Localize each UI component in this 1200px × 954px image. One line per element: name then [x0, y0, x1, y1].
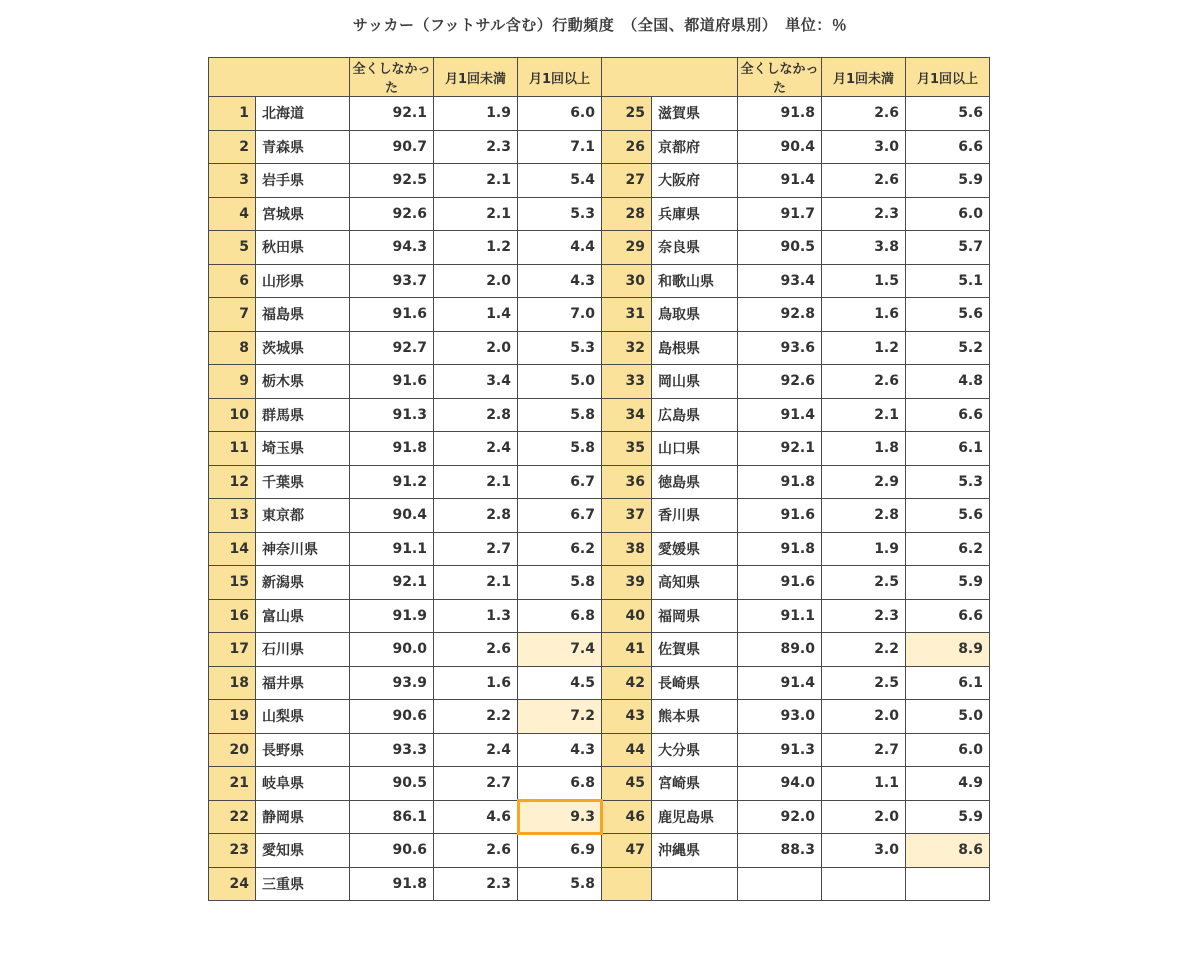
prefecture-number: 22 [209, 800, 256, 834]
prefecture-name: 栃木県 [256, 365, 350, 399]
value-monthly-or-more: 5.8 [518, 398, 602, 432]
prefecture-name: 長野県 [256, 733, 350, 767]
header-less-than-monthly: 月1回未満 [434, 58, 518, 97]
value-less-than-monthly: 3.4 [434, 365, 518, 399]
table-row [209, 97, 990, 131]
prefecture-name: 島根県 [652, 331, 738, 365]
value-less-than-monthly: 1.8 [822, 432, 906, 466]
table-row [209, 264, 990, 298]
prefecture-number: 32 [602, 331, 652, 365]
value-monthly-or-more: 4.3 [518, 264, 602, 298]
prefecture-number: 41 [602, 633, 652, 667]
value-monthly-or-more: 5.9 [906, 164, 990, 198]
value-none: 91.6 [350, 298, 434, 332]
prefecture-name: 佐賀県 [652, 633, 738, 667]
value-none: 91.4 [738, 666, 822, 700]
prefecture-number: 13 [209, 499, 256, 533]
value-none: 92.8 [738, 298, 822, 332]
empty-cell [738, 867, 822, 901]
value-none: 92.6 [738, 365, 822, 399]
prefecture-number: 2 [209, 130, 256, 164]
value-less-than-monthly: 2.7 [434, 532, 518, 566]
value-monthly-or-more: 6.0 [518, 97, 602, 131]
value-monthly-or-more: 4.8 [906, 365, 990, 399]
value-monthly-or-more: 7.1 [518, 130, 602, 164]
value-less-than-monthly: 2.2 [434, 700, 518, 734]
chart-title: サッカー（フットサル含む）行動頻度 （全国、都道府県別） 単位：％ [352, 16, 848, 34]
value-less-than-monthly: 1.9 [822, 532, 906, 566]
value-less-than-monthly: 2.1 [822, 398, 906, 432]
prefecture-name: 群馬県 [256, 398, 350, 432]
table-row [209, 767, 990, 801]
value-none: 90.5 [350, 767, 434, 801]
header-none: 全くしなかった [350, 58, 434, 97]
value-less-than-monthly: 2.1 [434, 566, 518, 600]
prefecture-name: 山口県 [652, 432, 738, 466]
prefecture-number: 16 [209, 599, 256, 633]
value-none: 91.6 [738, 499, 822, 533]
prefecture-number: 25 [602, 97, 652, 131]
value-none: 92.5 [350, 164, 434, 198]
prefecture-number: 4 [209, 197, 256, 231]
prefecture-name: 岐阜県 [256, 767, 350, 801]
prefecture-number: 5 [209, 231, 256, 265]
value-none: 90.4 [738, 130, 822, 164]
value-monthly-or-more: 6.6 [906, 130, 990, 164]
value-less-than-monthly: 2.8 [434, 398, 518, 432]
value-less-than-monthly: 2.0 [822, 800, 906, 834]
value-none: 91.6 [738, 566, 822, 600]
table-row [209, 499, 990, 533]
value-monthly-or-more: 6.8 [518, 599, 602, 633]
value-less-than-monthly: 1.6 [822, 298, 906, 332]
value-less-than-monthly: 4.6 [434, 800, 518, 834]
prefecture-name: 京都府 [652, 130, 738, 164]
prefecture-name: 山形県 [256, 264, 350, 298]
table-body [209, 97, 990, 901]
prefecture-number: 7 [209, 298, 256, 332]
value-monthly-or-more: 5.8 [518, 432, 602, 466]
value-less-than-monthly: 2.0 [434, 331, 518, 365]
prefecture-number: 31 [602, 298, 652, 332]
value-monthly-or-more: 5.3 [518, 197, 602, 231]
value-less-than-monthly: 1.2 [434, 231, 518, 265]
header-row [209, 58, 990, 97]
prefecture-name: 三重県 [256, 867, 350, 901]
value-none: 91.6 [350, 365, 434, 399]
prefecture-name: 東京都 [256, 499, 350, 533]
prefecture-name: 兵庫県 [652, 197, 738, 231]
value-none: 94.3 [350, 231, 434, 265]
value-less-than-monthly: 2.5 [822, 666, 906, 700]
header-monthly-or-more: 月1回以上 [906, 58, 990, 97]
value-monthly-or-more: 4.9 [906, 767, 990, 801]
prefecture-name: 宮城県 [256, 197, 350, 231]
header-blank-right [602, 58, 738, 97]
prefecture-name: 鳥取県 [652, 298, 738, 332]
value-monthly-or-more: 7.0 [518, 298, 602, 332]
value-monthly-or-more: 5.0 [906, 700, 990, 734]
table-row [209, 733, 990, 767]
value-less-than-monthly: 1.9 [434, 97, 518, 131]
value-none: 86.1 [350, 800, 434, 834]
value-none: 93.9 [350, 666, 434, 700]
prefecture-name: 秋田県 [256, 231, 350, 265]
table-row [209, 432, 990, 466]
prefecture-number: 39 [602, 566, 652, 600]
prefecture-name: 愛知県 [256, 834, 350, 868]
prefecture-number: 17 [209, 633, 256, 667]
prefecture-number: 9 [209, 365, 256, 399]
value-monthly-or-more: 5.0 [518, 365, 602, 399]
value-monthly-or-more: 6.2 [906, 532, 990, 566]
prefecture-number: 43 [602, 700, 652, 734]
value-less-than-monthly: 2.3 [434, 867, 518, 901]
value-less-than-monthly: 2.0 [822, 700, 906, 734]
value-monthly-or-more: 5.1 [906, 264, 990, 298]
value-less-than-monthly: 2.4 [434, 432, 518, 466]
value-none: 93.3 [350, 733, 434, 767]
prefecture-number: 35 [602, 432, 652, 466]
value-none: 91.3 [350, 398, 434, 432]
prefecture-number: 20 [209, 733, 256, 767]
prefecture-number: 19 [209, 700, 256, 734]
table-row [209, 532, 990, 566]
prefecture-name: 岩手県 [256, 164, 350, 198]
prefecture-name: 熊本県 [652, 700, 738, 734]
value-less-than-monthly: 2.9 [822, 465, 906, 499]
prefecture-number: 27 [602, 164, 652, 198]
value-less-than-monthly: 1.2 [822, 331, 906, 365]
value-monthly-or-more: 5.9 [906, 566, 990, 600]
prefecture-number: 15 [209, 566, 256, 600]
prefecture-number: 11 [209, 432, 256, 466]
table-row [209, 566, 990, 600]
prefecture-name: 滋賀県 [652, 97, 738, 131]
empty-cell [652, 867, 738, 901]
value-less-than-monthly: 2.6 [822, 365, 906, 399]
value-monthly-or-more: 6.7 [518, 499, 602, 533]
header-monthly-or-more: 月1回以上 [518, 58, 602, 97]
value-less-than-monthly: 2.3 [822, 197, 906, 231]
prefecture-number: 29 [602, 231, 652, 265]
value-monthly-or-more: 5.8 [518, 566, 602, 600]
value-less-than-monthly: 2.1 [434, 164, 518, 198]
prefecture-number: 42 [602, 666, 652, 700]
prefecture-number: 8 [209, 331, 256, 365]
value-none: 92.1 [738, 432, 822, 466]
value-less-than-monthly: 2.1 [434, 465, 518, 499]
value-none: 93.0 [738, 700, 822, 734]
prefecture-name: 香川県 [652, 499, 738, 533]
value-less-than-monthly: 2.6 [434, 834, 518, 868]
prefecture-name: 北海道 [256, 97, 350, 131]
prefecture-number: 24 [209, 867, 256, 901]
prefecture-name: 新潟県 [256, 566, 350, 600]
value-less-than-monthly: 2.7 [822, 733, 906, 767]
prefecture-name: 宮崎県 [652, 767, 738, 801]
value-less-than-monthly: 2.2 [822, 633, 906, 667]
value-less-than-monthly: 2.1 [434, 197, 518, 231]
prefecture-name: 高知県 [652, 566, 738, 600]
prefecture-name: 神奈川県 [256, 532, 350, 566]
value-less-than-monthly: 2.8 [822, 499, 906, 533]
value-none: 91.8 [350, 867, 434, 901]
value-none: 90.7 [350, 130, 434, 164]
value-less-than-monthly: 3.8 [822, 231, 906, 265]
table-row [209, 164, 990, 198]
value-monthly-or-more: 7.4 [518, 633, 602, 667]
prefecture-name: 静岡県 [256, 800, 350, 834]
table-row [209, 867, 990, 901]
prefecture-number: 38 [602, 532, 652, 566]
value-monthly-or-more: 5.8 [518, 867, 602, 901]
prefecture-name: 長崎県 [652, 666, 738, 700]
prefecture-number: 23 [209, 834, 256, 868]
value-none: 93.4 [738, 264, 822, 298]
value-monthly-or-more: 5.3 [518, 331, 602, 365]
header-none: 全くしなかった [738, 58, 822, 97]
prefecture-name: 広島県 [652, 398, 738, 432]
table-row [209, 800, 990, 834]
value-none: 88.3 [738, 834, 822, 868]
table-row [209, 633, 990, 667]
value-none: 92.1 [350, 97, 434, 131]
table-row [209, 398, 990, 432]
value-none: 90.5 [738, 231, 822, 265]
prefecture-number: 1 [209, 97, 256, 131]
value-none: 90.6 [350, 700, 434, 734]
table-row [209, 365, 990, 399]
value-none: 91.4 [738, 398, 822, 432]
value-none: 90.0 [350, 633, 434, 667]
value-none: 91.8 [738, 532, 822, 566]
prefecture-number: 6 [209, 264, 256, 298]
value-none: 91.8 [350, 432, 434, 466]
value-monthly-or-more: 5.6 [906, 97, 990, 131]
value-monthly-or-more: 5.3 [906, 465, 990, 499]
value-none: 92.7 [350, 331, 434, 365]
prefecture-number: 44 [602, 733, 652, 767]
prefecture-name: 沖縄県 [652, 834, 738, 868]
prefecture-number: 34 [602, 398, 652, 432]
empty-cell [602, 867, 652, 901]
table-row [209, 666, 990, 700]
prefecture-name: 福島県 [256, 298, 350, 332]
prefecture-number: 21 [209, 767, 256, 801]
prefecture-number: 45 [602, 767, 652, 801]
value-none: 91.1 [350, 532, 434, 566]
value-monthly-or-more: 6.1 [906, 432, 990, 466]
prefecture-number: 14 [209, 532, 256, 566]
value-monthly-or-more: 5.9 [906, 800, 990, 834]
value-monthly-or-more: 7.2 [518, 700, 602, 734]
table-row [209, 130, 990, 164]
value-none: 91.1 [738, 599, 822, 633]
value-monthly-or-more: 4.4 [518, 231, 602, 265]
data-table [208, 57, 990, 901]
prefecture-number: 37 [602, 499, 652, 533]
value-monthly-or-more: 6.0 [906, 197, 990, 231]
table-row [209, 231, 990, 265]
value-less-than-monthly: 2.6 [822, 164, 906, 198]
value-less-than-monthly: 1.1 [822, 767, 906, 801]
value-monthly-or-more: 6.6 [906, 599, 990, 633]
value-less-than-monthly: 2.4 [434, 733, 518, 767]
table-row [209, 465, 990, 499]
value-monthly-or-more: 8.6 [906, 834, 990, 868]
prefecture-name: 富山県 [256, 599, 350, 633]
prefecture-name: 千葉県 [256, 465, 350, 499]
value-monthly-or-more: 5.2 [906, 331, 990, 365]
empty-cell [822, 867, 906, 901]
value-none: 89.0 [738, 633, 822, 667]
value-less-than-monthly: 2.0 [434, 264, 518, 298]
value-monthly-or-more: 5.4 [518, 164, 602, 198]
value-none: 92.6 [350, 197, 434, 231]
prefecture-name: 和歌山県 [652, 264, 738, 298]
value-none: 92.1 [350, 566, 434, 600]
prefecture-number: 47 [602, 834, 652, 868]
prefecture-number: 12 [209, 465, 256, 499]
value-less-than-monthly: 3.0 [822, 834, 906, 868]
prefecture-name: 青森県 [256, 130, 350, 164]
value-monthly-or-more: 8.9 [906, 633, 990, 667]
value-less-than-monthly: 2.8 [434, 499, 518, 533]
value-monthly-or-more: 6.9 [518, 834, 602, 868]
prefecture-name: 福井県 [256, 666, 350, 700]
header-blank-left [209, 58, 350, 97]
value-none: 91.8 [738, 465, 822, 499]
value-less-than-monthly: 2.7 [434, 767, 518, 801]
prefecture-name: 山梨県 [256, 700, 350, 734]
prefecture-number: 36 [602, 465, 652, 499]
empty-cell [906, 867, 990, 901]
value-none: 91.7 [738, 197, 822, 231]
value-monthly-or-more: 6.1 [906, 666, 990, 700]
value-monthly-or-more: 4.5 [518, 666, 602, 700]
prefecture-name: 奈良県 [652, 231, 738, 265]
prefecture-name: 茨城県 [256, 331, 350, 365]
prefecture-number: 28 [602, 197, 652, 231]
value-less-than-monthly: 2.3 [822, 599, 906, 633]
prefecture-number: 30 [602, 264, 652, 298]
value-less-than-monthly: 1.4 [434, 298, 518, 332]
value-monthly-or-more: 4.3 [518, 733, 602, 767]
value-none: 93.7 [350, 264, 434, 298]
prefecture-number: 40 [602, 599, 652, 633]
value-none: 91.9 [350, 599, 434, 633]
prefecture-name: 徳島県 [652, 465, 738, 499]
value-monthly-or-more: 5.6 [906, 499, 990, 533]
table-row [209, 331, 990, 365]
prefecture-name: 愛媛県 [652, 532, 738, 566]
value-less-than-monthly: 1.6 [434, 666, 518, 700]
prefecture-number: 33 [602, 365, 652, 399]
prefecture-number: 18 [209, 666, 256, 700]
table-row [209, 197, 990, 231]
value-monthly-or-more: 6.8 [518, 767, 602, 801]
value-none: 94.0 [738, 767, 822, 801]
value-less-than-monthly: 1.5 [822, 264, 906, 298]
value-less-than-monthly: 2.6 [434, 633, 518, 667]
prefecture-name: 大分県 [652, 733, 738, 767]
table-row [209, 700, 990, 734]
value-monthly-or-more: 5.6 [906, 298, 990, 332]
prefecture-number: 26 [602, 130, 652, 164]
value-less-than-monthly: 2.6 [822, 97, 906, 131]
value-less-than-monthly: 2.3 [434, 130, 518, 164]
value-none: 91.4 [738, 164, 822, 198]
prefecture-name: 大阪府 [652, 164, 738, 198]
prefecture-name: 岡山県 [652, 365, 738, 399]
prefecture-name: 鹿児島県 [652, 800, 738, 834]
prefecture-number: 3 [209, 164, 256, 198]
value-less-than-monthly: 3.0 [822, 130, 906, 164]
value-none: 91.3 [738, 733, 822, 767]
table-row [209, 834, 990, 868]
header-less-than-monthly: 月1回未満 [822, 58, 906, 97]
value-monthly-or-more: 6.2 [518, 532, 602, 566]
value-none: 93.6 [738, 331, 822, 365]
value-less-than-monthly: 1.3 [434, 599, 518, 633]
value-none: 91.2 [350, 465, 434, 499]
prefecture-number: 10 [209, 398, 256, 432]
table-row [209, 599, 990, 633]
prefecture-name: 埼玉県 [256, 432, 350, 466]
prefecture-name: 石川県 [256, 633, 350, 667]
value-monthly-or-more-max: 9.3 [518, 800, 602, 834]
prefecture-number: 46 [602, 800, 652, 834]
prefecture-name: 福岡県 [652, 599, 738, 633]
value-none: 90.6 [350, 834, 434, 868]
value-none: 91.8 [738, 97, 822, 131]
value-monthly-or-more: 6.7 [518, 465, 602, 499]
value-monthly-or-more: 6.6 [906, 398, 990, 432]
value-monthly-or-more: 5.7 [906, 231, 990, 265]
value-less-than-monthly: 2.5 [822, 566, 906, 600]
value-none: 92.0 [738, 800, 822, 834]
value-monthly-or-more: 6.0 [906, 733, 990, 767]
table-row [209, 298, 990, 332]
value-none: 90.4 [350, 499, 434, 533]
